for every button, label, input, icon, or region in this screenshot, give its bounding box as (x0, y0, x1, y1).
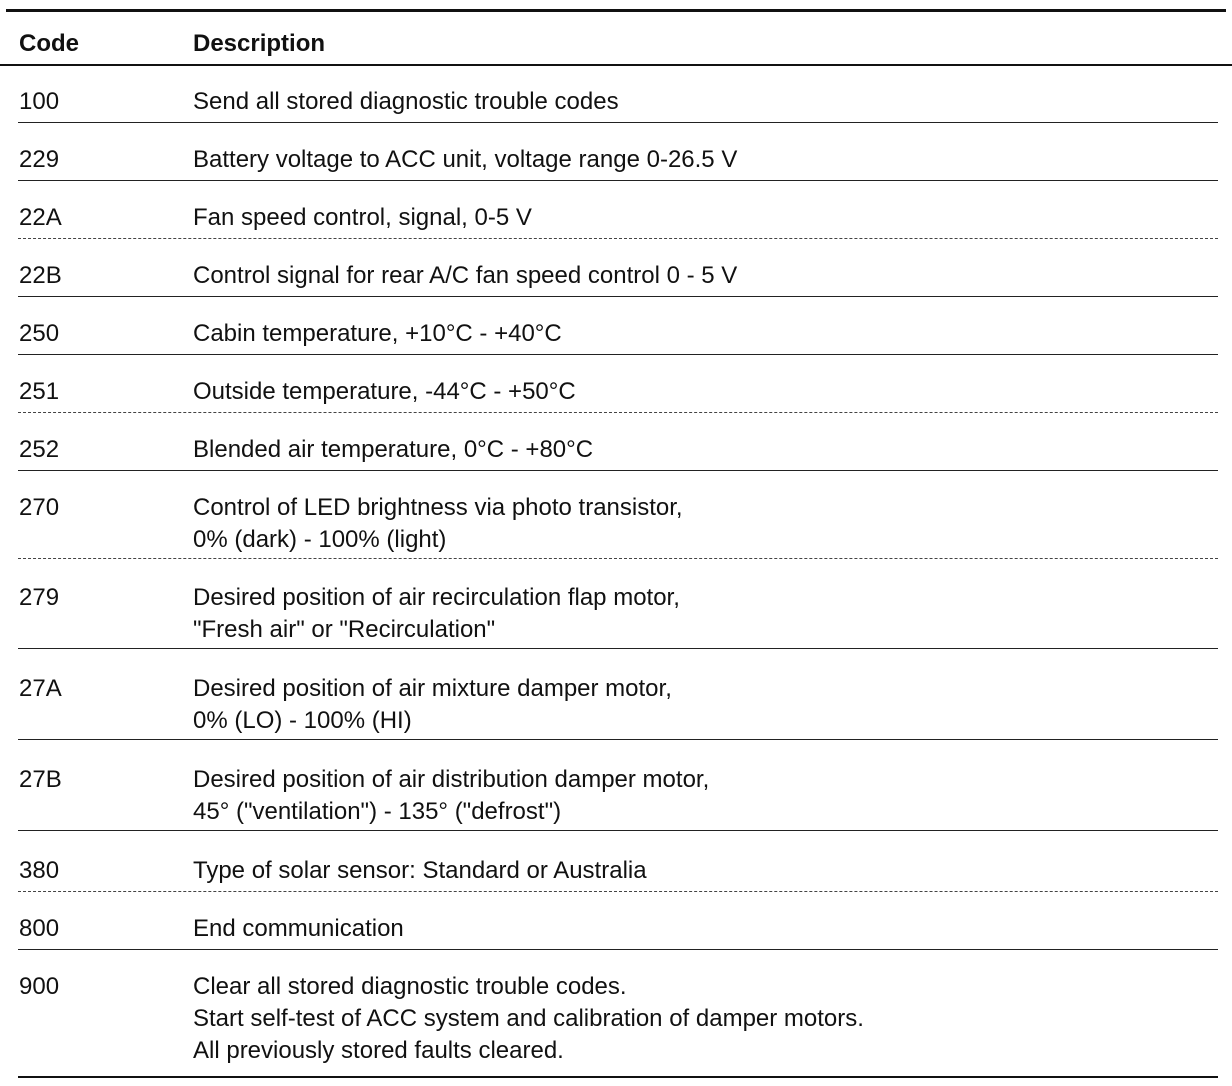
table-row (18, 913, 1218, 950)
row-description: End communication (193, 915, 404, 942)
row-code: 27B (19, 766, 62, 793)
table-row (18, 86, 1218, 123)
row-description: Outside temperature, -44°C - +50°C (193, 378, 576, 405)
row-description: Cabin temperature, +10°C - +40°C (193, 320, 562, 347)
table-header (0, 28, 1232, 66)
row-description: Fan speed control, signal, 0-5 V (193, 204, 532, 231)
row-code: 380 (19, 857, 60, 884)
row-code: 100 (19, 88, 60, 115)
row-description: Send all stored diagnostic trouble codes (193, 88, 619, 115)
table-row (18, 855, 1218, 892)
table-row (18, 260, 1218, 297)
row-description: Type of solar sensor: Standard or Australia (193, 857, 647, 884)
row-description: Desired position of air mixture damper motor, 0% (LO) - 100% (HI) (193, 675, 672, 734)
table-row (18, 376, 1218, 413)
row-code: 250 (19, 320, 60, 347)
table-row (18, 582, 1218, 649)
row-code: 800 (19, 915, 60, 942)
row-code: 22A (19, 204, 62, 231)
row-code: 270 (19, 494, 60, 521)
header-code: Code (19, 30, 79, 57)
table-row (18, 673, 1218, 740)
row-code: 252 (19, 436, 60, 463)
bottom-rule (18, 1076, 1218, 1078)
table-row (18, 202, 1218, 239)
row-code: 22B (19, 262, 62, 289)
row-description: Control signal for rear A/C fan speed control 0 - 5 V (193, 262, 738, 289)
row-code: 229 (19, 146, 60, 173)
table-row (18, 492, 1218, 559)
table-row (18, 318, 1218, 355)
row-code: 27A (19, 675, 62, 702)
table-row (18, 971, 1218, 1071)
row-description: Control of LED brightness via photo transistor, 0% (dark) - 100% (light) (193, 494, 683, 553)
row-description: Battery voltage to ACC unit, voltage range 0-26.5 V (193, 146, 738, 173)
top-rule (6, 9, 1226, 12)
row-description: Desired position of air recirculation flap motor, "Fresh air" or "Recirculation" (193, 584, 680, 643)
table-row (18, 764, 1218, 831)
table-row (18, 434, 1218, 471)
row-code: 279 (19, 584, 60, 611)
header-description: Description (193, 30, 326, 57)
row-description: Blended air temperature, 0°C - +80°C (193, 436, 594, 463)
table-row (18, 144, 1218, 181)
row-description: Desired position of air distribution damper motor, 45° ("ventilation") - 135° ("defrost") (193, 766, 710, 825)
row-code: 251 (19, 378, 60, 405)
row-code: 900 (19, 973, 60, 1000)
row-description: Clear all stored diagnostic trouble codes. Start self-test of ACC system and calibration of damper motors. All previously stored faults cleared. (193, 973, 864, 1064)
